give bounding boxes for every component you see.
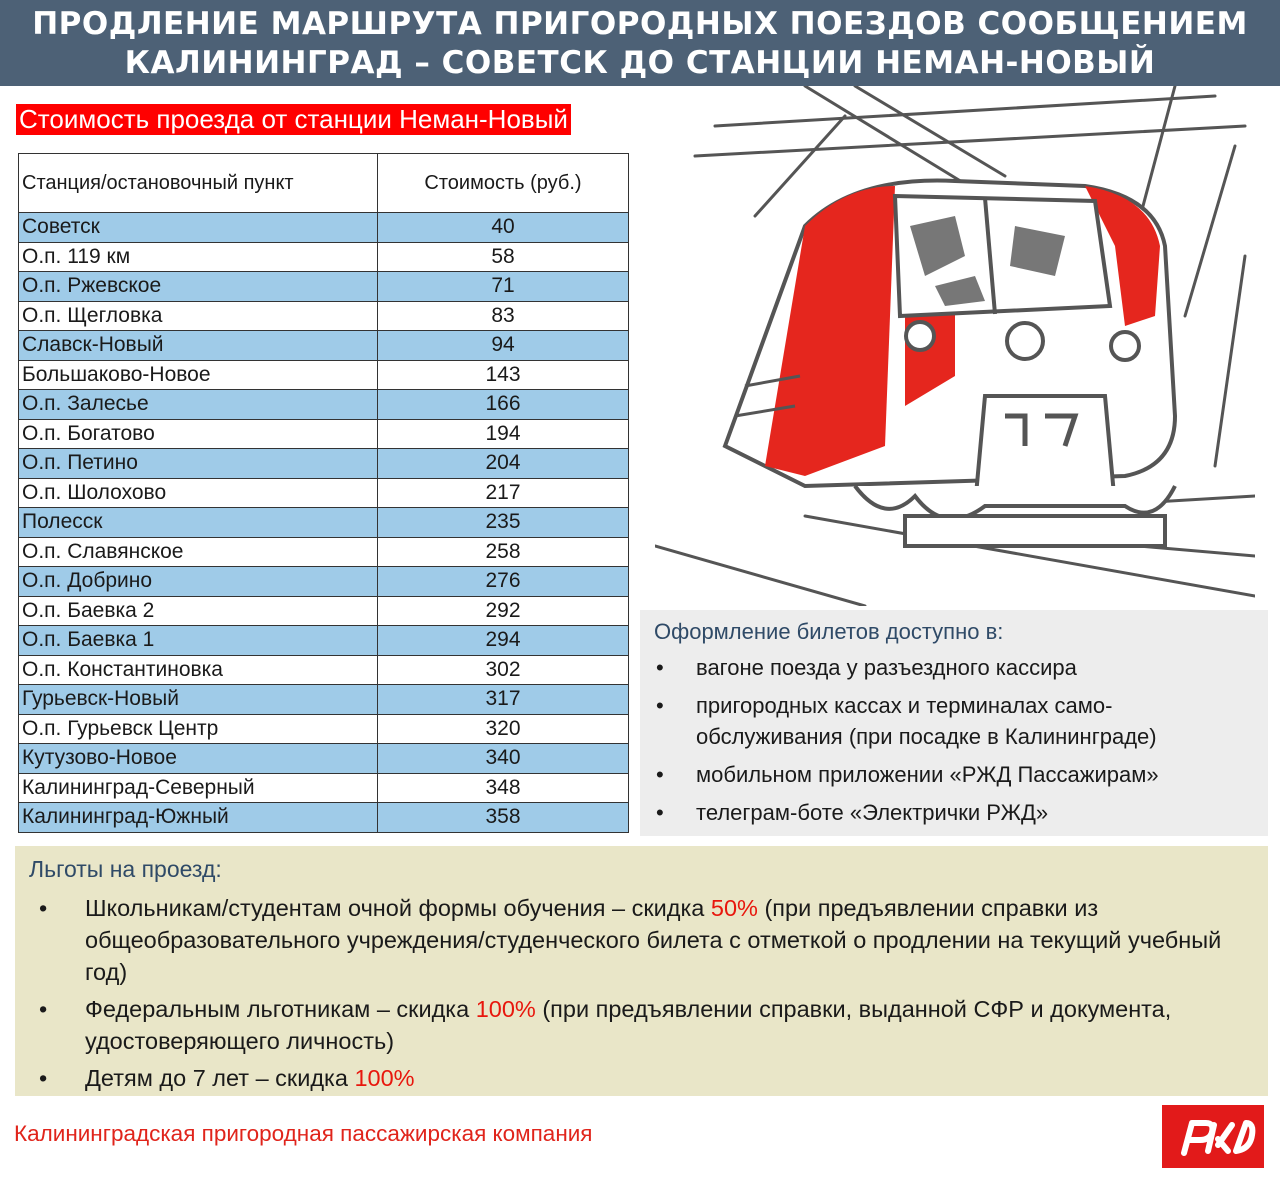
column-header-cost: Стоимость (руб.)	[378, 154, 629, 213]
table-row	[19, 449, 629, 479]
benefits-panel	[15, 846, 1268, 1096]
benefit-item	[29, 892, 1254, 988]
table-row	[19, 508, 629, 538]
cost-cell: 58	[378, 242, 629, 272]
fare-table-header	[19, 154, 629, 213]
ticket-option-item	[654, 690, 1254, 752]
ticket-info-panel	[640, 610, 1268, 836]
ticket-option-item	[654, 759, 1254, 790]
fare-table	[18, 153, 629, 833]
column-header-station: Станция/остановочный пункт	[19, 154, 378, 213]
table-row	[19, 655, 629, 685]
table-row	[19, 537, 629, 567]
station-cell: Славск-Новый	[19, 331, 378, 361]
station-cell: О.п. 119 км	[19, 242, 378, 272]
table-row	[19, 213, 629, 243]
station-cell: О.п. Баевка 2	[19, 596, 378, 626]
cost-cell: 302	[378, 655, 629, 685]
benefits-title: Льготы на проезд:	[29, 856, 222, 882]
station-cell: Гурьевск-Новый	[19, 685, 378, 715]
benefit-text: (при предъявлении справки, выданной СФР и документа, удостоверяющего личность)	[85, 996, 1172, 1054]
station-cell: Калининград-Северный	[19, 773, 378, 803]
benefit-text: Федеральным льготникам – скидка	[85, 996, 476, 1022]
cost-cell: 320	[378, 714, 629, 744]
cost-cell: 317	[378, 685, 629, 715]
table-row	[19, 478, 629, 508]
station-cell: О.п. Ржевское	[19, 272, 378, 302]
benefit-item	[29, 1062, 1254, 1094]
ticket-option-text: мобильном приложении «РЖД Пассажирам»	[696, 762, 1159, 787]
station-cell: О.п. Залесье	[19, 390, 378, 420]
fare-table-body	[19, 213, 629, 833]
cost-cell: 83	[378, 301, 629, 331]
page-header	[0, 0, 1280, 86]
station-cell: О.п. Добрино	[19, 567, 378, 597]
table-row	[19, 714, 629, 744]
table-row	[19, 626, 629, 656]
cost-cell: 217	[378, 478, 629, 508]
cost-cell: 40	[378, 213, 629, 243]
table-row	[19, 272, 629, 302]
benefit-text: Детям до 7 лет – скидка	[85, 1065, 355, 1091]
table-row	[19, 242, 629, 272]
cost-cell: 194	[378, 419, 629, 449]
station-cell: О.п. Щегловка	[19, 301, 378, 331]
cost-cell: 143	[378, 360, 629, 390]
bullet-icon: •	[656, 762, 664, 787]
table-row	[19, 567, 629, 597]
benefit-text: (при предъявлении справки из общеобразовательного учреждения/студенческого билета с отметкой о продлении на текущий учебный год)	[85, 895, 1222, 985]
ticket-option-item	[654, 797, 1254, 828]
header-line-1: ПРОДЛЕНИЕ МАРШРУТА ПРИГОРОДНЫХ ПОЕЗДОВ СООБЩЕНИЕМ	[32, 6, 1248, 42]
cost-cell: 71	[378, 272, 629, 302]
station-cell: О.п. Баевка 1	[19, 626, 378, 656]
discount-value: 100%	[475, 996, 536, 1022]
discount-value: 50%	[710, 895, 758, 921]
station-cell: О.п. Гурьевск Центр	[19, 714, 378, 744]
cost-cell: 294	[378, 626, 629, 656]
fare-subtitle: Стоимость проезда от станции Неман-Новый	[16, 104, 571, 135]
station-cell: О.п. Петино	[19, 449, 378, 479]
rzd-logo-icon	[1162, 1105, 1264, 1168]
ticket-option-item	[654, 652, 1254, 683]
discount-value: 100%	[354, 1065, 415, 1091]
benefit-item	[29, 993, 1254, 1057]
ticket-option-text: вагоне поезда у разъездного кассира	[696, 655, 1077, 680]
cost-cell: 166	[378, 390, 629, 420]
station-cell: Большаково-Новое	[19, 360, 378, 390]
bullet-icon: •	[39, 1065, 48, 1091]
bullet-icon: •	[656, 800, 664, 825]
bullet-icon: •	[39, 895, 48, 921]
ticket-info-title: Оформление билетов доступно в:	[654, 619, 1004, 644]
bullet-icon: •	[39, 996, 48, 1022]
cost-cell: 348	[378, 773, 629, 803]
train-illustration	[655, 86, 1255, 606]
table-row	[19, 685, 629, 715]
station-cell: О.п. Шолохово	[19, 478, 378, 508]
station-cell: О.п. Константиновка	[19, 655, 378, 685]
cost-cell: 94	[378, 331, 629, 361]
station-cell: Советск	[19, 213, 378, 243]
table-row	[19, 301, 629, 331]
benefits-list	[29, 892, 1254, 1094]
station-cell: Калининград-Южный	[19, 803, 378, 833]
ticket-option-text: телеграм-боте «Электрички РЖД»	[696, 800, 1049, 825]
table-row	[19, 803, 629, 833]
table-row	[19, 744, 629, 774]
cost-cell: 292	[378, 596, 629, 626]
header-line-2: КАЛИНИНГРАД – СОВЕТСК ДО СТАНЦИИ НЕМАН-НОВЫЙ	[124, 45, 1156, 81]
table-row	[19, 390, 629, 420]
station-cell: О.п. Славянское	[19, 537, 378, 567]
table-row	[19, 331, 629, 361]
bullet-icon: •	[656, 655, 664, 680]
company-name: Калининградская пригородная пассажирская компания	[14, 1121, 593, 1146]
cost-cell: 258	[378, 537, 629, 567]
table-row	[19, 773, 629, 803]
table-row	[19, 360, 629, 390]
cost-cell: 358	[378, 803, 629, 833]
ticket-option-text: пригородных кассах и терминалах само-обслуживания (при посадке в Калининграде)	[696, 693, 1157, 749]
ticket-info-list	[654, 652, 1254, 828]
cost-cell: 235	[378, 508, 629, 538]
table-row	[19, 419, 629, 449]
station-cell: Кутузово-Новое	[19, 744, 378, 774]
cost-cell: 204	[378, 449, 629, 479]
table-row	[19, 596, 629, 626]
benefit-text: Школьникам/студентам очной формы обучения – скидка	[85, 895, 711, 921]
station-cell: Полесск	[19, 508, 378, 538]
bullet-icon: •	[656, 693, 664, 718]
station-cell: О.п. Богатово	[19, 419, 378, 449]
cost-cell: 340	[378, 744, 629, 774]
cost-cell: 276	[378, 567, 629, 597]
